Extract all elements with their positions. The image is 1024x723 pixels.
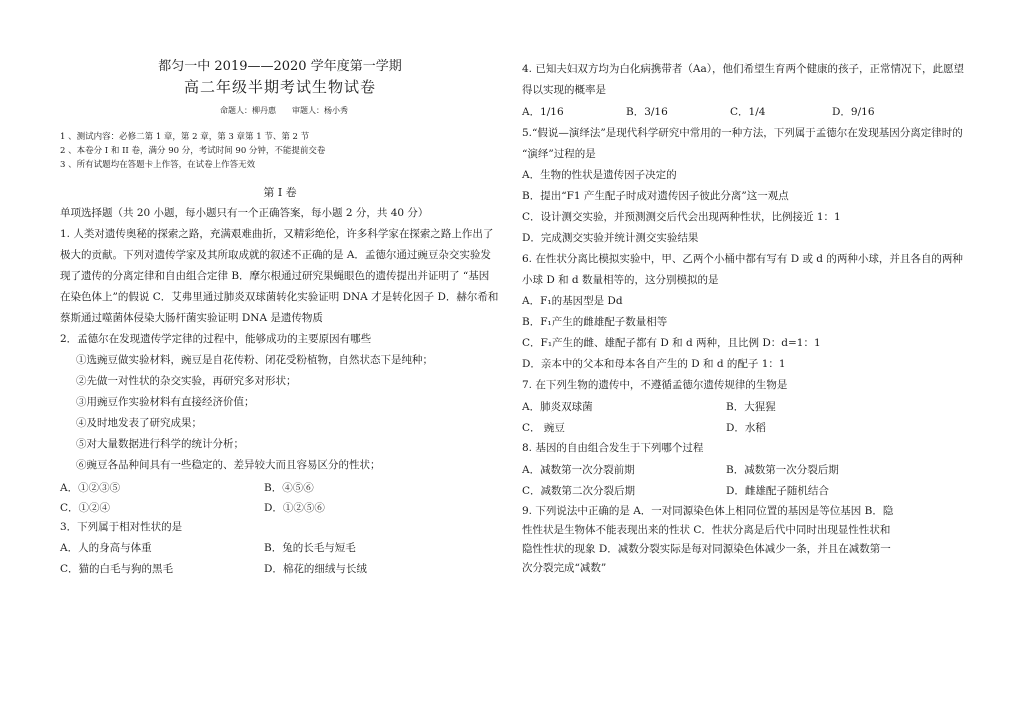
q5-option-d: D．完成测交实验并统计测交实验结果 bbox=[522, 232, 699, 244]
q4-option-c: C．1/4 bbox=[730, 106, 766, 118]
q6-option-c: C．F₁产生的雌、雄配子都有 D 和 d 两种，且比例 D：d=1：1 bbox=[522, 337, 821, 349]
q3-option-b: B．兔的长毛与短毛 bbox=[264, 542, 356, 554]
q7-option-b: B．大猩猩 bbox=[726, 401, 776, 413]
q3-option-a: A．人的身高与体重 bbox=[60, 542, 152, 554]
q6-option-a: A．F₁的基因型是 Dd bbox=[522, 295, 623, 307]
q3-option-c: C．猫的白毛与狗的黑毛 bbox=[60, 563, 174, 575]
section-heading: 第 Ⅰ 卷 bbox=[263, 186, 297, 199]
q3-option-d: D．棉花的细绒与长绒 bbox=[264, 563, 367, 575]
q5-stem-2: “演绎”过程的是 bbox=[522, 148, 596, 160]
q2-item-2: ②先做一对性状的杂交实验，再研究多对形状； bbox=[76, 375, 297, 387]
q6-option-b: B．F₁产生的雌雄配子数量相等 bbox=[522, 316, 668, 328]
q2-item-5: ⑤对大量数据进行科学的统计分析； bbox=[76, 438, 244, 450]
q2-item-3: ③用豌豆作实验材料有直接经济价值； bbox=[76, 396, 255, 408]
q8-option-a: A．减数第一次分裂前期 bbox=[522, 464, 635, 476]
q2-item-6: ⑥豌豆各品种间具有一些稳定的、差异较大而且容易区分的性状； bbox=[76, 459, 381, 471]
q4-stem-1: 4. 已知夫妇双方均为白化病携带者（Aa），他们希望生育两个健康的孩子，正常情况下，此愿望 bbox=[522, 63, 964, 75]
q7-option-d: D．水稻 bbox=[726, 422, 766, 434]
exam-school-title: 都匀一中 2019——2020 学年度第一学期 bbox=[158, 59, 402, 74]
q4-option-d: D．9/16 bbox=[832, 106, 875, 118]
q8-option-d: D．雌雄配子随机结合 bbox=[726, 485, 829, 497]
q7-option-a: A．肺炎双球菌 bbox=[522, 401, 593, 413]
q1-line-5: 蔡斯通过噬菌体侵染大肠杆菌实验证明 DNA 是遗传物质 bbox=[60, 312, 323, 324]
q5-option-c: C．设计测交实验，并预测测交后代会出现两种性状，比例接近 1：1 bbox=[522, 211, 841, 223]
q9-line-1: 9. 下列说法中正确的是 A．一对同源染色体上相同位置的基因是等位基因 B．隐 bbox=[522, 505, 894, 517]
q4-option-a: A．1/16 bbox=[522, 106, 564, 118]
q2-option-b: B．④⑤⑥ bbox=[264, 482, 314, 494]
q9-line-4: 次分裂完成“减数” bbox=[522, 562, 607, 574]
q9-line-3: 隐性性状的现象 D．减数分裂实际是每对同源染色体减少一条，并且在减数第一 bbox=[522, 543, 891, 555]
q2-option-c: C．①②④ bbox=[60, 502, 111, 514]
q8-option-c: C．减数第二次分裂后期 bbox=[522, 485, 636, 497]
note-2: 2 、本卷分 I 和 II 卷，满分 90 分，考试时间 90 分钟，不能提前交卷 bbox=[60, 146, 326, 156]
q1-line-1: 1. 人类对遗传奥秘的探索之路，充满艰难曲折，又精彩绝伦，许多科学家在探索之路上作出了 bbox=[60, 228, 494, 240]
q8-stem: 8. 基因的自由组合发生于下列哪个过程 bbox=[522, 442, 704, 454]
q1-line-4: 在染色体上”的假说 C．艾弗里通过肺炎双球菌转化实验证明 DNA 才是转化因子 D．赫尔希和 bbox=[60, 291, 499, 303]
q6-option-d: D．亲本中的父本和母本各自产生的 D 和 d 的配子 1：1 bbox=[522, 358, 786, 370]
q4-stem-2: 得以实现的概率是 bbox=[522, 84, 606, 96]
q8-option-b: B．减数第一次分裂后期 bbox=[726, 464, 839, 476]
exam-authors: 命题人：柳丹惠 审题人：杨小秀 bbox=[220, 106, 348, 115]
q2-option-d: D．①②⑤⑥ bbox=[264, 502, 325, 514]
q2-stem: 2．孟德尔在发现遗传学定律的过程中，能够成功的主要原因有哪些 bbox=[60, 333, 372, 345]
q6-stem-2: 小球 D 和 d 数量相等的，这分别模拟的是 bbox=[522, 274, 719, 286]
q5-stem-1: 5.“假说—演绎法”是现代科学研究中常用的一种方法，下列属于孟德尔在发现基因分离定律时的 bbox=[522, 127, 963, 139]
note-1: 1 、测试内容：必修二第 1 章，第 2 章，第 3 章第 1 节、第 2 节 bbox=[60, 132, 310, 142]
exam-title: 高二年级半期考试生物试卷 bbox=[183, 78, 376, 96]
q7-stem: 7. 在下列生物的遗传中，不遵循孟德尔遗传规律的生物是 bbox=[522, 379, 788, 391]
q2-option-a: A．①②③⑤ bbox=[60, 482, 121, 494]
q4-option-b: B．3/16 bbox=[626, 106, 668, 118]
q6-stem-1: 6. 在性状分离比模拟实验中，甲、乙两个小桶中都有写有 D 或 d 的两种小球，并且各自的两种 bbox=[522, 253, 963, 265]
q9-line-2: 性性状是生物体不能表现出来的性状 C．性状分离是后代中同时出现显性性状和 bbox=[522, 524, 891, 536]
q2-item-1: ①选豌豆做实验材料，豌豆是自花传粉、闭花受粉植物，自然状态下是纯种； bbox=[76, 354, 433, 366]
q3-stem: 3．下列属于相对性状的是 bbox=[60, 521, 183, 533]
q2-item-4: ④及时地发表了研究成果； bbox=[76, 417, 202, 429]
q7-option-c: C． 豌豆 bbox=[522, 422, 565, 434]
note-3: 3 、所有试题均在答题卡上作答，在试卷上作答无效 bbox=[60, 160, 256, 170]
q5-option-b: B．提出“F1 产生配子时成对遗传因子彼此分离”这一观点 bbox=[522, 190, 789, 202]
q1-line-3: 现了遗传的分离定律和自由组合定律 B．摩尔根通过研究果蝇眼色的遗传提出并证明了 “基因 bbox=[60, 270, 490, 282]
q5-option-a: A．生物的性状是遗传因子决定的 bbox=[522, 169, 677, 181]
q1-line-2: 极大的贡献。下列对遗传学家及其所取成就的叙述不正确的是 A．孟德尔通过豌豆杂交实验发 bbox=[60, 249, 491, 261]
instruction-text: 单项选择题（共 20 小题，每小题只有一个正确答案，每小题 2 分，共 40 分） bbox=[60, 207, 429, 219]
